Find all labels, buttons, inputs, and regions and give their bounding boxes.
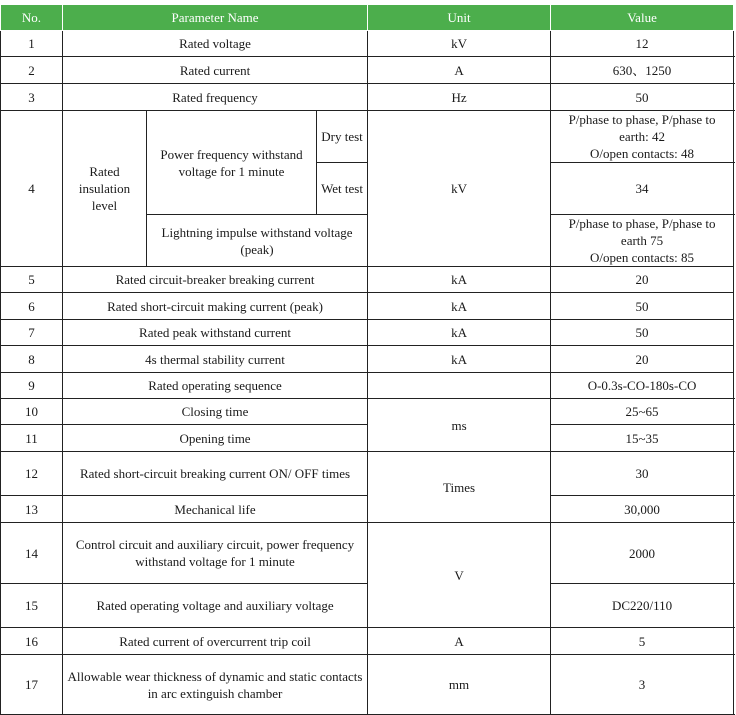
table-row bbox=[1, 452, 734, 496]
row-number: 11 bbox=[1, 425, 63, 452]
value-cell: 2000 bbox=[551, 523, 734, 584]
header-row bbox=[1, 5, 734, 31]
row-number: 13 bbox=[1, 496, 63, 523]
value-cell: 630、1250 bbox=[551, 57, 734, 84]
value-cell: 3 bbox=[551, 655, 734, 715]
value-cell: O-0.3s-CO-180s-CO bbox=[551, 373, 734, 399]
row-number: 10 bbox=[1, 399, 63, 425]
table-row bbox=[1, 655, 734, 715]
table-row bbox=[1, 346, 734, 373]
unit-cell: mm bbox=[368, 655, 551, 715]
row-number: 2 bbox=[1, 57, 63, 84]
unit-cell: Hz bbox=[368, 84, 551, 111]
row-number: 7 bbox=[1, 320, 63, 346]
unit-cell: A bbox=[368, 628, 551, 655]
lightning-impulse-label: Lightning impulse withstand voltage (peak) bbox=[147, 215, 368, 267]
parameter-name: Rated frequency bbox=[63, 84, 368, 111]
parameter-name: Mechanical life bbox=[63, 496, 368, 523]
parameter-name: Control circuit and auxiliary circuit, power frequency withstand voltage for 1 minute bbox=[63, 523, 368, 584]
unit-cell: kA bbox=[368, 320, 551, 346]
row-number: 9 bbox=[1, 373, 63, 399]
table-row bbox=[1, 31, 734, 57]
value-cell: 25~65 bbox=[551, 399, 734, 425]
dry-test-label: Dry test bbox=[317, 111, 368, 163]
value-cell: 12 bbox=[551, 31, 734, 57]
lightning-value-line-1: P/phase to phase, P/phase to earth 75 bbox=[568, 216, 716, 248]
unit-cell bbox=[368, 373, 551, 399]
header-no: No. bbox=[1, 5, 63, 31]
row-number: 17 bbox=[1, 655, 63, 715]
dry-test-value-line-1: P/phase to phase, P/phase to earth: 42 bbox=[568, 112, 716, 144]
unit-cell: V bbox=[368, 523, 551, 628]
wet-test-label: Wet test bbox=[317, 163, 368, 215]
wet-test-value: 34 bbox=[551, 163, 734, 215]
row-number: 15 bbox=[1, 584, 63, 628]
parameter-name: Rated current bbox=[63, 57, 368, 84]
value-cell: 30 bbox=[551, 452, 734, 496]
row-number: 3 bbox=[1, 84, 63, 111]
parameter-name: Rated short-circuit making current (peak) bbox=[63, 293, 368, 320]
table-row bbox=[1, 628, 734, 655]
table-row bbox=[1, 373, 734, 399]
value-cell-a: 50 bbox=[551, 293, 734, 320]
row-number: 1 bbox=[1, 31, 63, 57]
value-cell: 50 bbox=[551, 84, 734, 111]
value-cell: 5 bbox=[551, 628, 734, 655]
value-cell: 30,000 bbox=[551, 496, 734, 523]
row-number: 16 bbox=[1, 628, 63, 655]
row-number: 12 bbox=[1, 452, 63, 496]
unit-cell: Times bbox=[368, 452, 551, 523]
table-row bbox=[1, 267, 734, 293]
parameter-name: Rated circuit-breaker breaking current bbox=[63, 267, 368, 293]
table-row bbox=[1, 111, 734, 163]
row-number: 14 bbox=[1, 523, 63, 584]
value-cell: 15~35 bbox=[551, 425, 734, 452]
unit-cell: kV bbox=[368, 31, 551, 57]
insulation-group-label: Rated insulation level bbox=[63, 111, 147, 267]
unit-cell: kV bbox=[368, 111, 551, 267]
table-row bbox=[1, 320, 734, 346]
table-row bbox=[1, 584, 734, 628]
table-row bbox=[1, 496, 734, 523]
parameter-name: Closing time bbox=[63, 399, 368, 425]
row-number: 5 bbox=[1, 267, 63, 293]
table-row bbox=[1, 57, 734, 84]
lightning-value-line-2: O/open contacts: 85 bbox=[590, 250, 695, 265]
parameter-name: Rated short-circuit breaking current ON/ OFF times bbox=[63, 452, 368, 496]
table-row bbox=[1, 293, 734, 320]
unit-cell: ms bbox=[368, 399, 551, 452]
unit-cell: A bbox=[368, 57, 551, 84]
row-number: 4 bbox=[1, 111, 63, 267]
parameter-name: Rated current of overcurrent trip coil bbox=[63, 628, 368, 655]
lightning-impulse-value bbox=[551, 215, 734, 267]
parameter-name: 4s thermal stability current bbox=[63, 346, 368, 373]
unit-cell: kA bbox=[368, 293, 551, 320]
row-number: 8 bbox=[1, 346, 63, 373]
dry-test-value-line-2: O/open contacts: 48 bbox=[590, 146, 695, 161]
table-row bbox=[1, 84, 734, 111]
parameter-table bbox=[0, 4, 734, 715]
parameter-name: Rated peak withstand current bbox=[63, 320, 368, 346]
parameter-name: Opening time bbox=[63, 425, 368, 452]
power-frequency-label: Power frequency withstand voltage for 1 minute bbox=[147, 111, 317, 215]
parameter-name: Rated operating sequence bbox=[63, 373, 368, 399]
header-parameter-name: Parameter Name bbox=[63, 5, 368, 31]
value-cell: DC220/110 bbox=[551, 584, 734, 628]
value-cell-a: 20 bbox=[551, 346, 734, 373]
table-row bbox=[1, 523, 734, 584]
parameter-name: Rated operating voltage and auxiliary voltage bbox=[63, 584, 368, 628]
value-cell-a: 50 bbox=[551, 320, 734, 346]
table-row bbox=[1, 425, 734, 452]
unit-cell: kA bbox=[368, 346, 551, 373]
table-row bbox=[1, 399, 734, 425]
dry-test-value bbox=[551, 111, 734, 163]
parameter-name: Allowable wear thickness of dynamic and static contacts in arc extinguish chamber bbox=[63, 655, 368, 715]
unit-cell: kA bbox=[368, 267, 551, 293]
parameter-name: Rated voltage bbox=[63, 31, 368, 57]
header-value: Value bbox=[551, 5, 734, 31]
value-cell-a: 20 bbox=[551, 267, 734, 293]
header-unit: Unit bbox=[368, 5, 551, 31]
row-number: 6 bbox=[1, 293, 63, 320]
